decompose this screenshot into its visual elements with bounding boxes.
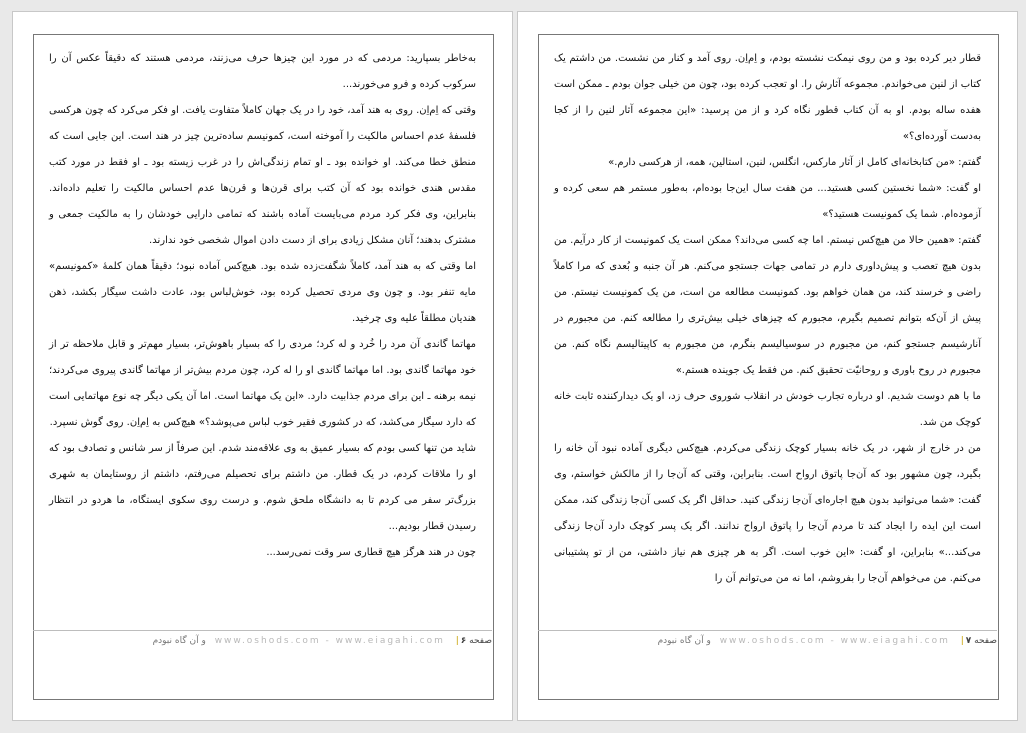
paragraph: مهاتما گاندی آن مرد را خُرد و له کرد؛ مردی را که بسیار باهوش‌تر، بسیار مهم‌تر و قابل ملاحظه تر از خود مهاتما گاندی بود. اما مهاتما گاندی او را له کرد، چون مردم بیش‌تر از مهاتما گاندی پیروی می‌کردند؛ نیمه برهنه ـ این برای مردم جذابیت دارد. «این یک مهاتما است. اما آن یکی دیگر چه نوع مهاتمایی است که دارد سیگار می‌کشد، که در کشوری فقیر خوب لباس می‌پوشد؟» هیچ‌کس به اِم‌اِن. روی گوش نسپرد. [49, 339, 476, 428]
footer-site: www.oshods.com - www.eiagahi.com [719, 636, 950, 646]
footer-site: www.oshods.com - www.eiagahi.com [214, 636, 445, 646]
page-text [49, 46, 476, 566]
page-text [554, 46, 981, 592]
paragraph: وقتی که اِم‌اِن. روی به هند آمد، خود را در یک جهان کاملاً متفاوت یافت. او فکر می‌کرد که چون هرکسی فلسفهٔ عدم احساس مالکیت را آموخته است، کمونیسم ساده‌ترین چیز در هند است. این جایی است که منطق خطا می‌کند. او خوانده بود ـ او تمام زندگی‌اش را در غرب زیسته بود ـ او فقط در مورد کتب مقدس هندی خوانده بود که آن کتب برای قرن‌ها و قرن‌ها عدم احساس مالکیت را تعلیم داده‌اند. بنابراین، وی فکر کرد مردم می‌بایست آماده باشند که تمامی دارایی خودشان را به مالکیت جمعی و مشترک بدهند؛ آنان مشکل زیادی برای از دست دادن اموال شخصی خود ندارند. [49, 105, 476, 246]
book-title: و آن گاه نبودم [657, 636, 711, 646]
paragraph: به‌خاطر بسپارید: مردمی که در مورد این چیزها حرف می‌زنند، مردمی هستند که دقیقاً عکس آن را سرکوب کرده و فرو می‌خورند... [49, 53, 476, 90]
paragraph: اما وقتی که به هند آمد، کاملاً شگفت‌زده شده بود. هیچ‌کس آماده نبود؛ دقیقاً همان کلمهٔ «کمونیسم» مایه تنفر بود. و چون وی مردی تحصیل کرده بود، خوش‌لباس بود، عادت داشت سیگار بکشد، ذهن هندیان مطلقاً علیه وی چرخید. [49, 261, 476, 324]
footer-separator: | [455, 636, 459, 646]
page-number: ۷ [965, 636, 972, 646]
page-footer [538, 630, 997, 646]
paragraph: چون در هند هرگز هیچ قطاری سر وقت نمی‌رسد... [266, 547, 476, 558]
page-footer [33, 630, 492, 646]
paragraph: او گفت: «شما نخستین کسی هستید... من هفت سال این‌جا بوده‌ام، به‌طور مستمر هم سعی کرده و آزموده‌ام. شما یک کمونیست هستید؟» [554, 183, 981, 220]
page-label: صفحه [469, 636, 492, 646]
paragraph: قطار دیر کرده بود و من روی نیمکت نشسته بودم، و اِم‌اِن. روی آمد و کنار من نشست. من داشتم یک کتاب از لنین می‌خواندم. مجموعه آثارش را. او تعجب کرده بود، چون من خیلی جوان بودم ـ ممکن است هفده ساله بودم. او به آن کتاب قطور نگاه کرد و از من پرسید: «این مجموعه آثار لنین را از کجا به‌دست آورده‌ای؟» [554, 53, 981, 142]
paragraph: شاید من تنها کسی بودم که بسیار عمیق به وی علاقه‌مند شدم. این صرفاً از سر شانس و تصادف بود که او را ملاقات کردم، در یک قطار. من داشتم برای تحصیلم می‌رفتم، داشتم از روستایمان به شهری بزرگ‌تر سفر می کردم تا به دانشگاه ملحق شوم. و درست روی سکوی ایستگاه، ما هردو در انتظار رسیدن قطار بودیم... [49, 443, 476, 532]
paragraph: گفتم: «من کتابخانه‌ای کامل از آثار مارکس، انگلس، لنین، استالین، همه، از هرکسی دارم.» [608, 157, 981, 168]
page-6 [12, 11, 513, 721]
page-number: ۶ [460, 636, 467, 646]
page-7 [517, 11, 1018, 721]
paragraph: گفتم: «همین حالا من هیچ‌کس نیستم. اما چه کسی می‌داند؟ ممکن است یک کمونیست از کار درآیم. من بدون هیچ تعصب و پیش‌داوری دارم در تمامی جهات جستجو می‌کنم. هر آن جنبه و بُعدی که مرا کاملاً راضی و خرسند کند، من همان خواهم بود. کمونیست مطالعه من است، من یک کمونیست نیستم. من پیش از آن‌که بتوانم تصمیم بگیرم، مجبورم که چیزهای خیلی بیش‌تری را مطالعه کنم. من مجبورم در آنارشیسم جستجو کنم، من مجبورم در سوسیالیسم بنگرم، من مجبورم به کاپیتالیسم نگاه کنم. من مجبورم در روح باوری و روحانیّت تحقیق کنم. من فقط یک جوینده هستم.» [554, 235, 981, 376]
paragraph: ما با هم دوست شدیم. او درباره تجارب خودش در انقلاب شوروی حرف زد، او یک دیدارکننده ثابت خانه کوچک من شد. [554, 391, 981, 428]
paragraph: من در خارج از شهر، در یک خانه بسیار کوچک زندگی می‌کردم. هیچ‌کس دیگری آماده نبود آن خانه را بگیرد، چون مشهور بود که آن‌جا پاتوق ارواح است. بنابراین، وقتی که آن‌جا را از مالکش خواستم، وی گفت: «شما می‌توانید بدون هیچ اجاره‌ای آن‌جا زندگی کنید. حداقل اگر یک کسی آن‌جا زندگی کند، ممکن است این ایده را ایجاد کند تا مردم آن‌جا را پاتوق ارواح ندانند. اگر یک پسر کوچک دارد آن‌جا زندگی می‌کند...» بنابراین، او گفت: «این خوب است. اگر به هر چیزی هم نیاز داشتی، من از تو پشتیبانی می‌کنم. من می‌خواهم آن‌جا را بفروشم، اما نه من می‌توانم آن را [554, 443, 981, 584]
book-title: و آن گاه نبودم [152, 636, 206, 646]
page-label: صفحه [974, 636, 997, 646]
footer-separator: | [960, 636, 964, 646]
